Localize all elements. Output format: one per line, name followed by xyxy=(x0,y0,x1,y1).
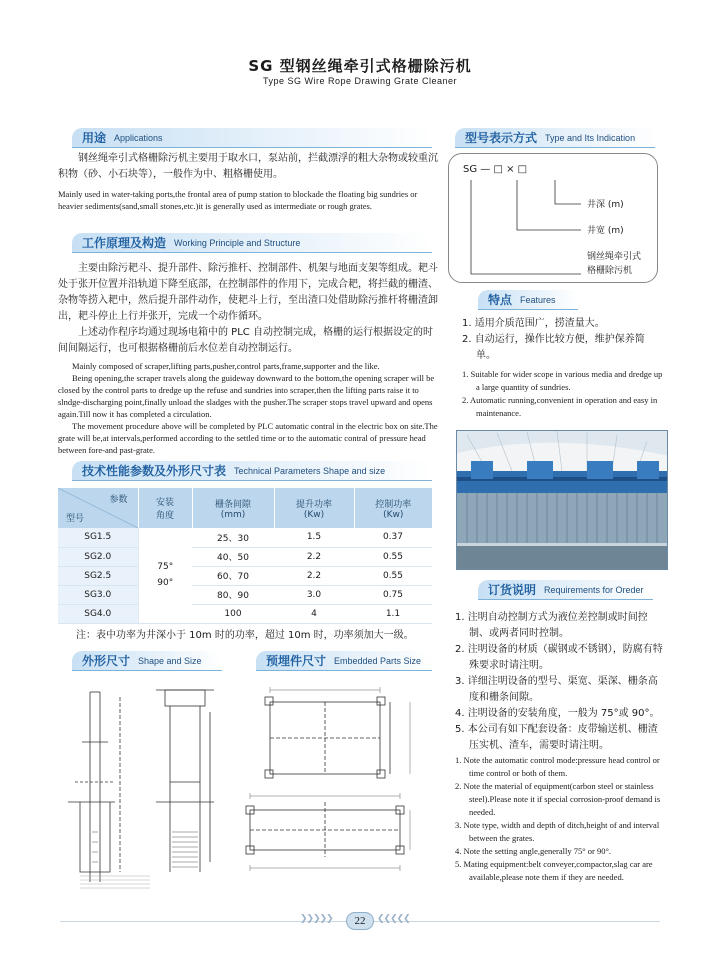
page-number: 22 xyxy=(346,912,374,930)
principle-text-en-3: The movement procedure above will be completed by PLC automatic contral in the electric box on site.The grate will be,at intervals,performed according to the settled time or to the automatic contral of pressure head between fore-and past-grate. xyxy=(58,421,438,455)
embedded-title-en: Embedded Parts Size xyxy=(334,656,422,666)
spec-title-en: Technical Parameters Shape and size xyxy=(234,466,386,476)
principle-section-header xyxy=(72,233,432,253)
list-item: 5. Mating equipment:belt conveyer,compactor,slag car are available,please note them if they are needed. xyxy=(455,859,653,882)
principle-text-cn-1: 主要由除污耙斗、提升部件、除污推杆、控制部件、机架与地面支架等组成。耙斗处于张开位置并沿轨道下降至底部，在控制部件的作用下，完成合耙，将拦截的栅渣、杂物等捞入耙中，然后提升部件动作，使耙斗上行，至出渣口处借助除污推杆将栅渣卸出，耙斗停止上行并张开，完成一个动作循环。 xyxy=(58,263,438,322)
usage-title-cn: 用途 xyxy=(82,131,107,145)
spec-head-param: 参数 xyxy=(109,495,128,505)
type-width-label: 井宽 (m) xyxy=(587,226,624,236)
shape-drawing-svg xyxy=(60,682,235,892)
spec-head-param-model xyxy=(58,488,138,528)
list-item: 2. Note the material of equipment(carbon steel or stainless steel).Please note it if special corrosion-proof demand is needed. xyxy=(455,781,661,817)
features-list-cn xyxy=(462,316,662,364)
principle-title-en: Working Principle and Structure xyxy=(174,238,301,248)
table-row: SG1.5 75° 90° 25、30 1.5 0.37 xyxy=(58,528,432,547)
spec-head-ctrl-power: 控制功率 (Kw) xyxy=(354,488,432,528)
list-item: 2. 自动运行，操作比较方便，维护保养简单。 xyxy=(462,334,645,361)
order-title-cn: 订货说明 xyxy=(488,583,537,597)
spec-head-lift-power: 提升功率 (Kw) xyxy=(274,488,354,528)
features-list-en xyxy=(462,368,667,420)
usage-text-en: Mainly used in water-taking ports,the frontal area of pump station to blockade the floating big sundries or heavier sediments(sand,small stones,etc.)it is generally used as intermediate or rough grates. xyxy=(58,189,418,211)
type-section-header xyxy=(455,128,655,148)
footer-chevrons-left-icon: ❯❯❯❯❯ xyxy=(300,914,333,924)
page-title: SG 型钢丝绳牵引式格栅除污机 xyxy=(248,57,472,75)
usage-text-cn: 钢丝绳牵引式格栅除污机主要用于取水口，泵站前，拦截漂浮的粗大杂物或较重沉积物（砂、小石块等），一般作为中、粗格栅使用。 xyxy=(58,153,438,180)
table-row: SG2.5 60、70 2.2 0.55 xyxy=(58,566,432,585)
spec-head-angle: 安装 角度 xyxy=(138,488,192,528)
type-name-label: 钢丝绳牵引式 格栅除污机 xyxy=(587,252,642,276)
principle-text-en-1: Mainly composed of scraper,lifting parts,pusher,control parts,frame,supporter and the like. xyxy=(72,361,380,371)
spec-title-cn: 技术性能参数及外形尺寸表 xyxy=(82,464,227,478)
order-list-en xyxy=(455,754,667,884)
features-title-en: Features xyxy=(520,295,556,305)
principle-text-cn-2: 上述动作程序均通过现场电箱中的 PLC 自动控制完成，格栅的运行根据设定的时间间隔运行，也可根据格栅前后水位差自动控制运行。 xyxy=(58,327,433,354)
usage-title-en: Applications xyxy=(114,133,163,143)
type-indication-box xyxy=(448,153,658,283)
equipment-photo-svg xyxy=(457,431,668,570)
type-title-cn: 型号表示方式 xyxy=(465,131,538,145)
spec-head-model: 型号 xyxy=(66,514,85,524)
list-item: 4. 注明设备的安装角度，一般为 75°或 90°。 xyxy=(455,708,660,719)
order-section-header xyxy=(478,580,653,600)
principle-text-en-2: Being opening,the scraper travels along the guideway downward to the bottom,the opening scraper will be closed by the control parts to dredge up the refuse and sundries into scraper,then the lifting parts raise it to slndge-discharging point,finally unload the sladges with the pusher.The scraper stops travel upward and opens again.Till now it has completed a circulation. xyxy=(58,373,435,419)
list-item: 3. 详细注明设备的型号、渠宽、渠深、栅条高度和栅条间隙。 xyxy=(455,676,658,703)
list-item: 2. 注明设备的材质（碳钢或不锈钢），防腐有特殊要求时请注明。 xyxy=(455,644,663,671)
spec-table xyxy=(58,488,432,624)
page-subtitle: Type SG Wire Rope Drawing Grate Cleaner xyxy=(262,76,458,86)
shape-section-header xyxy=(72,651,222,671)
list-item: 3. Note type, width and depth of ditch,height of and interval between the grates. xyxy=(455,820,660,843)
embedded-title-cn: 预埋件尺寸 xyxy=(266,654,327,668)
list-item: 5. 本公司有如下配套设备：皮带输送机、栅渣压实机、渣车，需要时请注明。 xyxy=(455,724,658,751)
type-title-en: Type and Its Indication xyxy=(545,133,636,143)
order-title-en: Requirements for Oreder xyxy=(544,585,644,595)
table-row: SG4.0 100 4 1.1 xyxy=(58,604,432,623)
principle-title-cn: 工作原理及构造 xyxy=(82,236,167,250)
features-title-cn: 特点 xyxy=(488,293,513,307)
order-list-cn xyxy=(455,610,667,754)
type-depth-label: 井深 (m) xyxy=(587,200,624,210)
list-item: 1. Note the automatic control mode:pressure head control or time control or both of them. xyxy=(455,755,660,778)
usage-section-header xyxy=(72,128,432,148)
shape-drawing xyxy=(60,682,235,892)
list-item: 1. 注明自动控制方式为液位差控制或时间控制、或两者同时控制。 xyxy=(455,612,648,639)
spec-head-gap: 栅条间隙 (mm) xyxy=(192,488,274,528)
list-item: 4. Note the setting angle,generally 75° or 90°. xyxy=(455,846,611,856)
list-item: 2. Automatic running,convenient in operation and easy in maintenance. xyxy=(462,395,658,418)
list-item: 1. Suitable for wider scope in various media and dredge up a large quantity of sundries. xyxy=(462,369,663,392)
table-row: SG3.0 80、90 3.0 0.75 xyxy=(58,585,432,604)
list-item: 1. 适用介质范围广，捞渣量大。 xyxy=(462,318,605,329)
shape-title-en: Shape and Size xyxy=(138,656,202,666)
shape-title-cn: 外形尺寸 xyxy=(82,654,131,668)
table-row: SG2.0 40、50 2.2 0.55 xyxy=(58,547,432,566)
footer-chevrons-right-icon: ❮❮❮❮❮ xyxy=(377,914,410,924)
embedded-section-header xyxy=(256,651,432,671)
equipment-photo xyxy=(456,430,668,570)
type-code: SG — □ × □ xyxy=(463,164,528,175)
spec-section-header xyxy=(72,461,432,481)
spec-angle-cell: 75° 90° xyxy=(138,528,192,623)
embedded-drawing xyxy=(240,682,435,892)
spec-note: 注：表中功率为井深小于 10m 时的功率，超过 10m 时，功率须加大一级。 xyxy=(76,630,414,641)
features-section-header xyxy=(478,290,578,310)
embedded-drawing-svg xyxy=(240,682,435,892)
